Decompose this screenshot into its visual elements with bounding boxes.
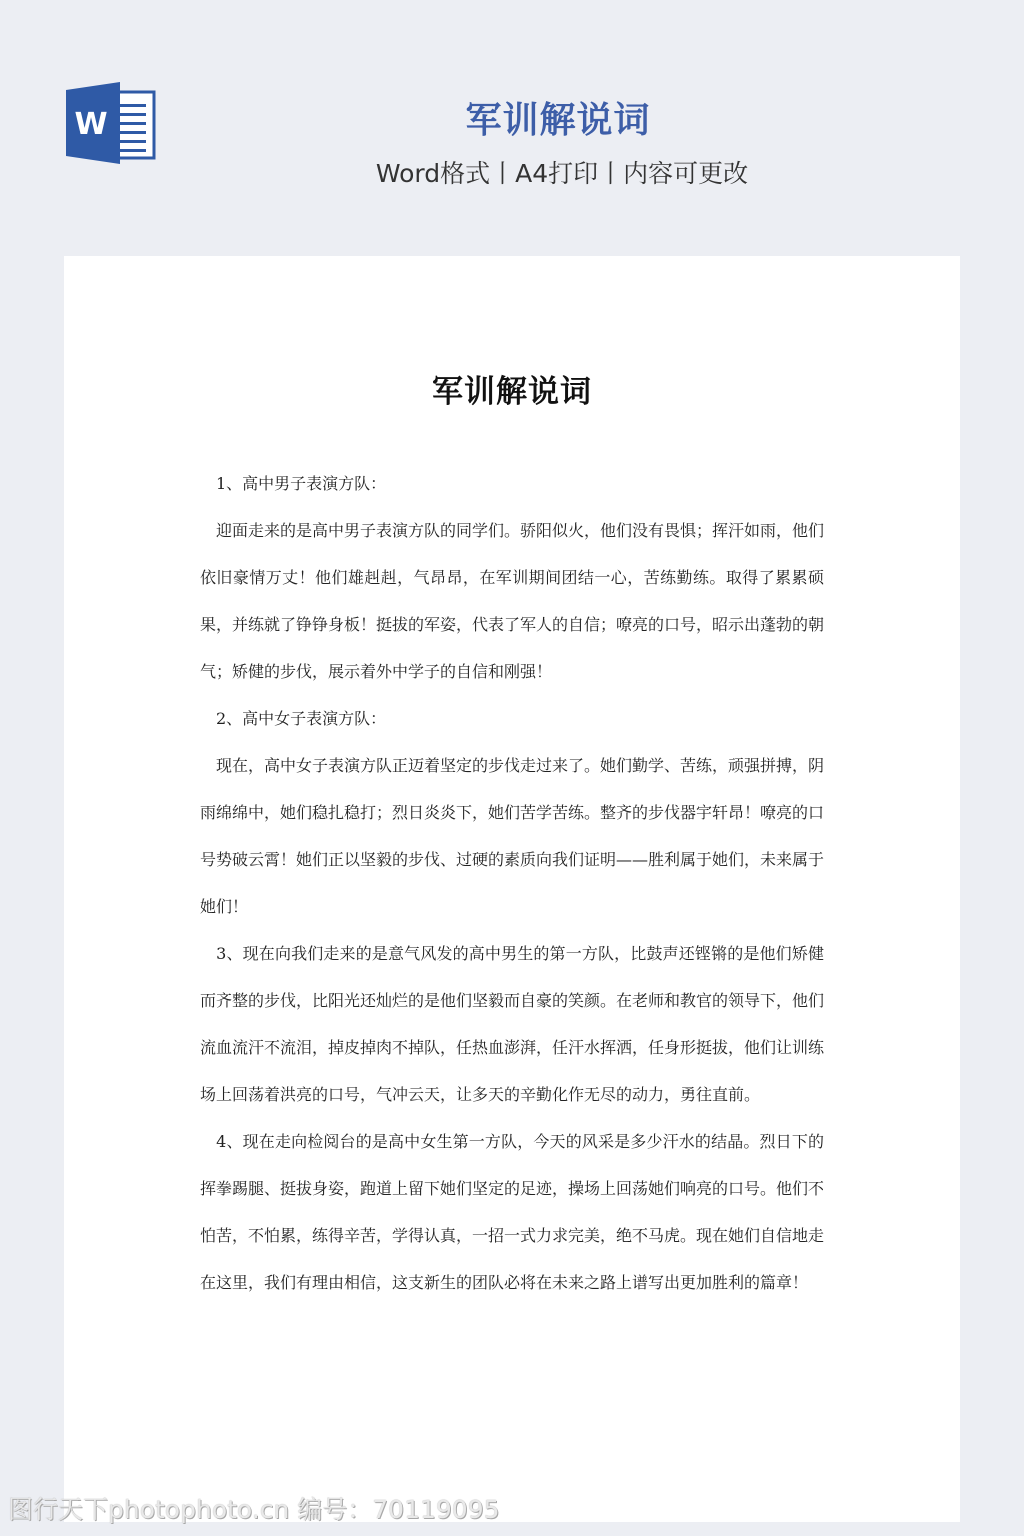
paragraph: 1、高中男子表演方队： (200, 474, 387, 493)
paragraph: 4、现在走向检阅台的是高中女生第一方队，今天的风采是多少汗水的结晶。烈日下的挥拳踢腿、挺拔身姿，跑道上留下她们坚定的足迹，操场上回荡她们响亮的口号。他们不怕苦，不怕累，练得辛苦，学得认真，一招一式力求完美，绝不马虎。现在她们自信地走在这里，我们有理由相信，这支新生的团队必将在未来之路上谱写出更加胜利的篇章！ (200, 1132, 825, 1292)
header (0, 0, 1024, 256)
paragraph: 迎面走来的是高中男子表演方队的同学们。骄阳似火，他们没有畏惧；挥汗如雨，他们依旧豪情万丈！他们雄赳赳，气昂昂，在军训期间团结一心，苦练勤练。取得了累累硕果，并练就了铮铮身板！挺拔的军姿，代表了军人的自信；嘹亮的口号，昭示出蓬勃的朝气；矫健的步伐，展示着外中学子的自信和刚强！ (200, 521, 825, 681)
paragraph: 现在，高中女子表演方队正迈着坚定的步伐走过来了。她们勤学、苦练，顽强拼搏，阴雨绵绵中，她们稳扎稳打；烈日炎炎下，她们苦学苦练。整齐的步伐器宇轩昂！嘹亮的口号势破云霄！她们正以坚毅的步伐、过硬的素质向我们证明——胜利属于她们，未来属于她们！ (200, 756, 825, 916)
header-title: 军训解说词 (465, 100, 651, 141)
paragraph: 3、现在向我们走来的是意气风发的高中男生的第一方队，比鼓声还铿锵的是他们矫健而齐整的步伐，比阳光还灿烂的是他们坚毅而自豪的笑颜。在老师和教官的领导下，他们流血流汗不流泪，掉皮掉肉不掉队，任热血澎湃，任汗水挥洒，任身形挺拔，他们让训练场上回荡着洪亮的口号，气冲云天，让多天的辛勤化作无尽的动力，勇往直前。 (200, 944, 825, 1104)
watermark: 图行天下photophoto.cn 编号：70119095 (8, 1495, 500, 1524)
header-subtitle: Word格式丨A4打印丨内容可更改 (375, 159, 749, 188)
paragraph: 2、高中女子表演方队： (200, 709, 387, 728)
document-body (200, 460, 824, 1306)
word-logo-letter: W (74, 107, 108, 142)
document-title: 军训解说词 (432, 374, 592, 410)
document-page (64, 256, 960, 1522)
